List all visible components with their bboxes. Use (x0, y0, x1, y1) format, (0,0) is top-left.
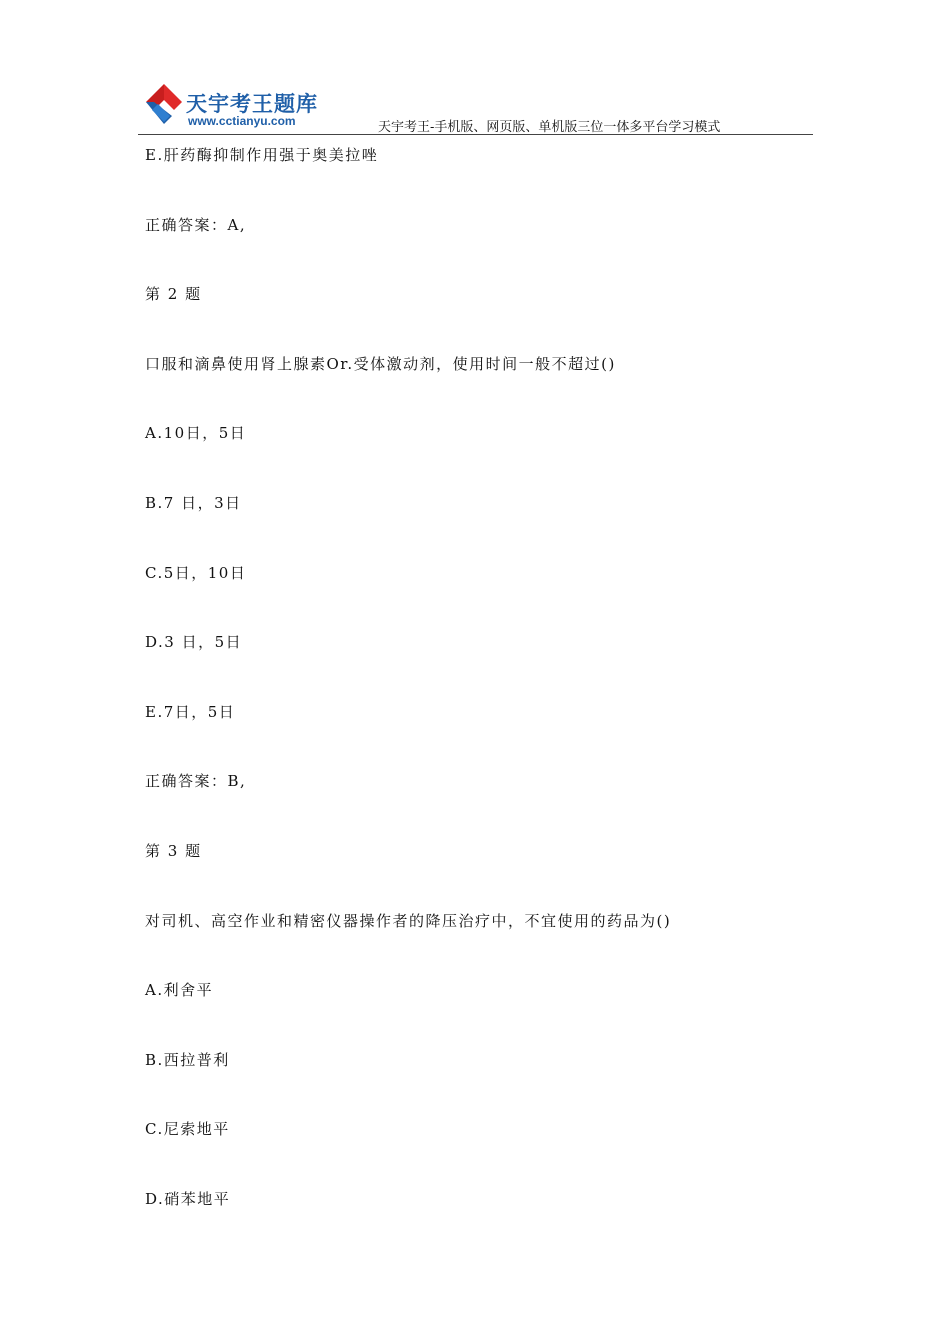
brand-name: 天宇考王题库 (186, 92, 318, 116)
question-text: 口服和滴鼻使用肾上腺素Or.受体激动剂，使用时间一般不超过() (145, 354, 616, 373)
option-text: C.5日，10日 (145, 563, 247, 582)
brand-url: www.cctianyu.com (188, 114, 296, 128)
option-text: C.尼索地平 (145, 1120, 230, 1139)
option-text: E.肝药酶抑制作用强于奥美拉唑 (145, 146, 379, 164)
question-number: 第 2 题 (145, 285, 202, 304)
document-body (145, 145, 805, 1259)
option-text: B.7 日，3日 (145, 493, 242, 512)
option-text: A.利舍平 (145, 981, 214, 1000)
option-text: D.3 日，5日 (145, 633, 243, 652)
correct-answer: 正确答案：B, (145, 772, 247, 791)
header-tagline: 天宇考王-手机版、网页版、单机版三位一体多平台学习模式 (378, 120, 721, 135)
option-text: A.10日，5日 (145, 424, 247, 443)
option-text: B.西拉普利 (145, 1050, 230, 1069)
page-header (138, 78, 813, 135)
question-number: 第 3 题 (145, 841, 202, 860)
option-text: D.硝苯地平 (145, 1189, 231, 1208)
option-text: E.7日，5日 (145, 702, 236, 721)
logo-icon (144, 82, 184, 126)
question-text: 对司机、高空作业和精密仪器操作者的降压治疗中，不宜使用的药品为() (145, 911, 672, 930)
correct-answer: 正确答案：A, (145, 215, 247, 234)
